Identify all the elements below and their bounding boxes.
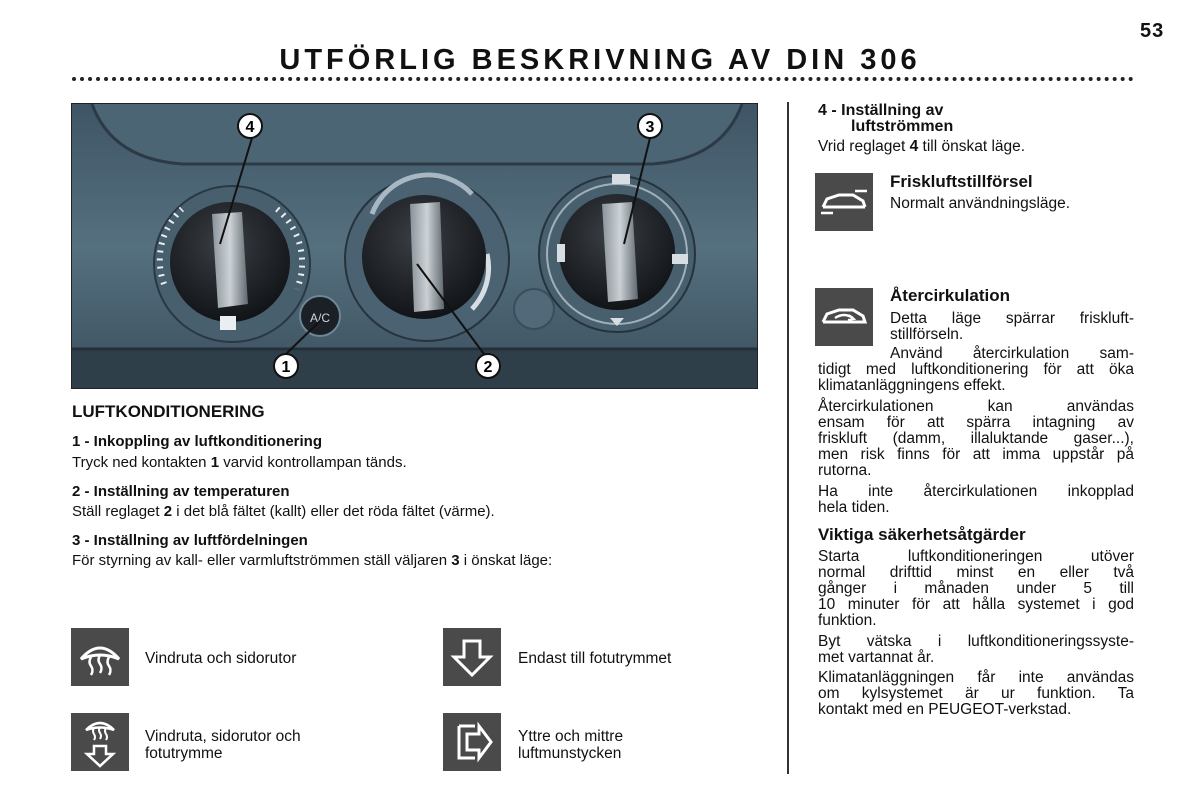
page-number: 53 — [1140, 20, 1165, 42]
item-1-text: Tryck ned kontakten 1 varvid kontrollampan tänds. — [72, 454, 407, 471]
recirculation-para-3: Ha inte återcirkulationen inkopplad hela tiden. — [818, 483, 1134, 516]
item-3-text: För styrning av kall- eller varmluftströmmen ställ väljaren 3 i önskat läge: — [72, 552, 553, 569]
column-divider — [787, 102, 789, 774]
mode-4-label: Yttre och mittre luftmunstycken — [518, 728, 624, 762]
item-1-heading: 1 - Inkoppling av luftkonditionering — [72, 433, 322, 450]
callout-2 — [476, 354, 500, 378]
windscreen-defrost-icon — [71, 628, 129, 686]
item-2-text: Ställ reglaget 2 i det blå fältet (kallt) eller det röda fältet (värme). — [72, 503, 495, 520]
mode-2-label: Endast till fotutrymmet — [518, 650, 672, 667]
item-4-heading: 4 - Inställning av luftströmmen — [818, 102, 954, 135]
safety-para-1: Starta luftkonditioneringen utöver normal drifttid minst en eller två gånger i månaden under 5 till 10 minuter för att hålla systemet i god funktion. — [818, 548, 1134, 629]
fresh-air-text: Normalt användningsläge. — [890, 195, 1071, 212]
mode-3-label: Vindruta, sidorutor och fotutrymme — [145, 728, 301, 762]
recirculation-car-icon — [815, 288, 873, 346]
callout-4 — [238, 114, 262, 138]
svg-text:2: 2 — [483, 359, 493, 376]
fresh-air-car-icon — [815, 173, 873, 231]
fan-speed-knob — [154, 186, 310, 342]
recirculation-para-2: Återcirkulationen kan användas ensam för att spärra intagning av friskluft (damm, illaluktande gaser...), men risk finns för att imma uppstår på rutorna. — [818, 398, 1134, 479]
safety-para-3: Klimatanläggningen får inte användas om kylsystemet är ur funktion. Ta kontakt med en PEUGEOT-verkstad. — [818, 669, 1134, 718]
ac-button-label: A/C — [309, 311, 331, 325]
recirculation-text-short: Detta läge spärrar friskluft- stillförseln. — [890, 310, 1134, 343]
vent-arrow-right-icon — [443, 713, 501, 771]
defrost-and-foot-icon — [71, 713, 129, 771]
air-distribution-knob — [539, 174, 695, 332]
ac-button — [300, 296, 340, 336]
item-4-text: Vrid reglaget 4 till önskat läge. — [818, 138, 1026, 155]
callout-3 — [638, 114, 662, 138]
callout-1 — [274, 354, 298, 378]
mode-1-label: Vindruta och sidorutor — [145, 650, 297, 667]
svg-text:3: 3 — [645, 119, 655, 136]
temperature-knob — [345, 175, 509, 341]
safety-title: Viktiga säkerhetsåtgärder — [818, 525, 1026, 544]
foot-arrow-down-icon — [443, 628, 501, 686]
section-title: LUFTKONDITIONERING — [72, 402, 265, 421]
dashboard-photo — [71, 103, 758, 389]
fresh-air-title: Friskluftstillförsel — [890, 172, 1033, 191]
page-title: UTFÖRLIG BESKRIVNING AV DIN 306 — [279, 44, 921, 76]
svg-text:4: 4 — [245, 119, 255, 136]
dotted-divider — [72, 77, 1134, 81]
svg-text:1: 1 — [281, 359, 291, 376]
recirculation-para-1: Använd återcirkulation sam- tidigt med luftkonditionering för att öka klimatanläggningens effekt. — [818, 345, 1134, 394]
safety-para-2: Byt vätska i luftkonditioneringssyste- met vartannat år. — [818, 633, 1134, 666]
recirculation-title: Återcirkulation — [890, 286, 1010, 305]
item-2-heading: 2 - Inställning av temperaturen — [72, 483, 290, 500]
item-3-heading: 3 - Inställning av luftfördelningen — [72, 532, 308, 549]
